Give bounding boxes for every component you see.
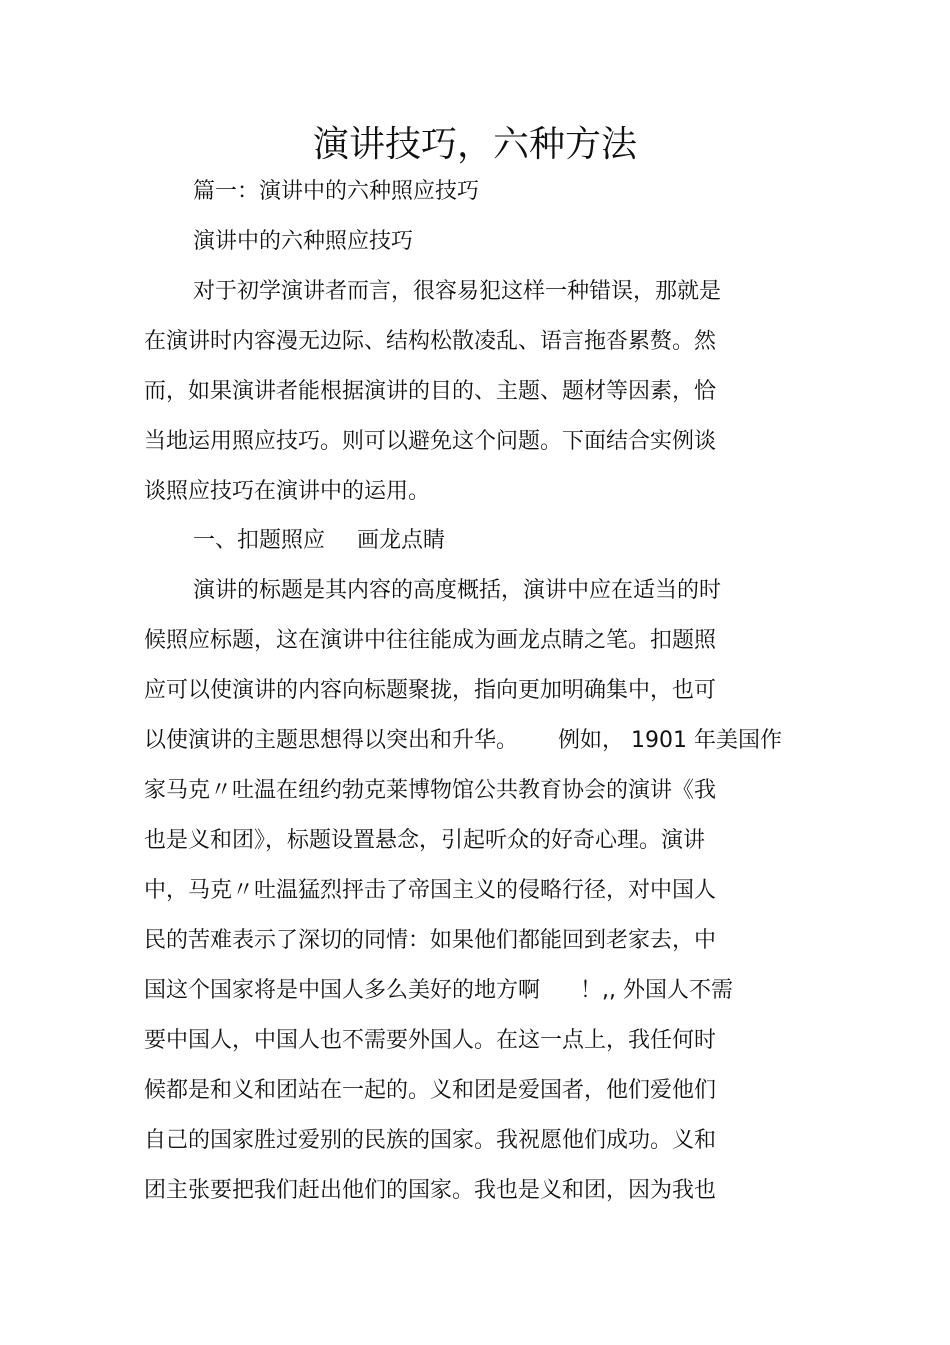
paragraph-line: [144, 726, 782, 756]
paragraph-line: 演讲的标题是其内容的高度概括，演讲中应在适当的时: [193, 578, 722, 603]
paragraph-line: 候照应标题，这在演讲中往往能成为画龙点睛之笔。扣题照: [144, 628, 717, 653]
paragraph-line: 也是义和团》，标题设置悬念，引起听众的好奇心理。演讲: [144, 828, 706, 853]
paragraph-line: 中，马克〃吐温猛烈抨击了帝国主义的侵略行径，对中国人: [144, 878, 717, 903]
paragraph-line: 对于初学演讲者而言，很容易犯这样一种错误，那就是: [193, 279, 722, 304]
section-number: 一、扣题照应: [193, 528, 326, 553]
section-name: 画龙点睛: [357, 528, 446, 553]
paragraph-line: 家马克〃吐温在纽约勃克莱博物馆公共教育协会的演讲《我: [144, 778, 717, 803]
paragraph-line: [144, 976, 733, 1006]
document-title: 演讲技巧，六种方法: [312, 124, 637, 165]
paragraph-line: 团主张要把我们赶出他们的国家。我也是义和团，因为我也: [144, 1178, 717, 1203]
paragraph-line: 候都是和义和团站在一起的。义和团是爱国者，他们爱他们: [144, 1078, 717, 1103]
line-text-left: 以使演讲的主题思想得以突出和升华。: [144, 728, 519, 753]
subtitle-topic: 演讲中的六种照应技巧: [193, 229, 414, 254]
paragraph-line: 当地运用照应技巧。则可以避免这个问题。下面结合实例谈: [144, 429, 717, 454]
paragraph-line: 要中国人，中国人也不需要外国人。在这一点上，我任何时: [144, 1028, 717, 1053]
line-text-right: 例如， 1901 年美国作: [558, 728, 782, 753]
paragraph-line: 而，如果演讲者能根据演讲的目的、主题、题材等因素，恰: [144, 379, 717, 404]
section-heading: [193, 526, 445, 556]
subtitle-chapter: 篇一：演讲中的六种照应技巧: [193, 179, 480, 204]
paragraph-line: 自己的国家胜过爱别的民族的国家。我祝愿他们成功。义和: [144, 1128, 717, 1153]
paragraph-line: 在演讲时内容漫无边际、结构松散凌乱、语言拖沓累赘。然: [144, 329, 717, 354]
paragraph-line: 民的苦难表示了深切的同情：如果他们都能回到老家去，中: [144, 928, 717, 953]
paragraph-line: 应可以使演讲的内容向标题聚拢，指向更加明确集中，也可: [144, 678, 717, 703]
line-text-left: 国这个国家将是中国人多么美好的地方啊: [144, 978, 541, 1003]
line-text-right: ！,, 外国人不需: [580, 978, 733, 1003]
paragraph-line: 谈照应技巧在演讲中的运用。: [144, 479, 431, 504]
